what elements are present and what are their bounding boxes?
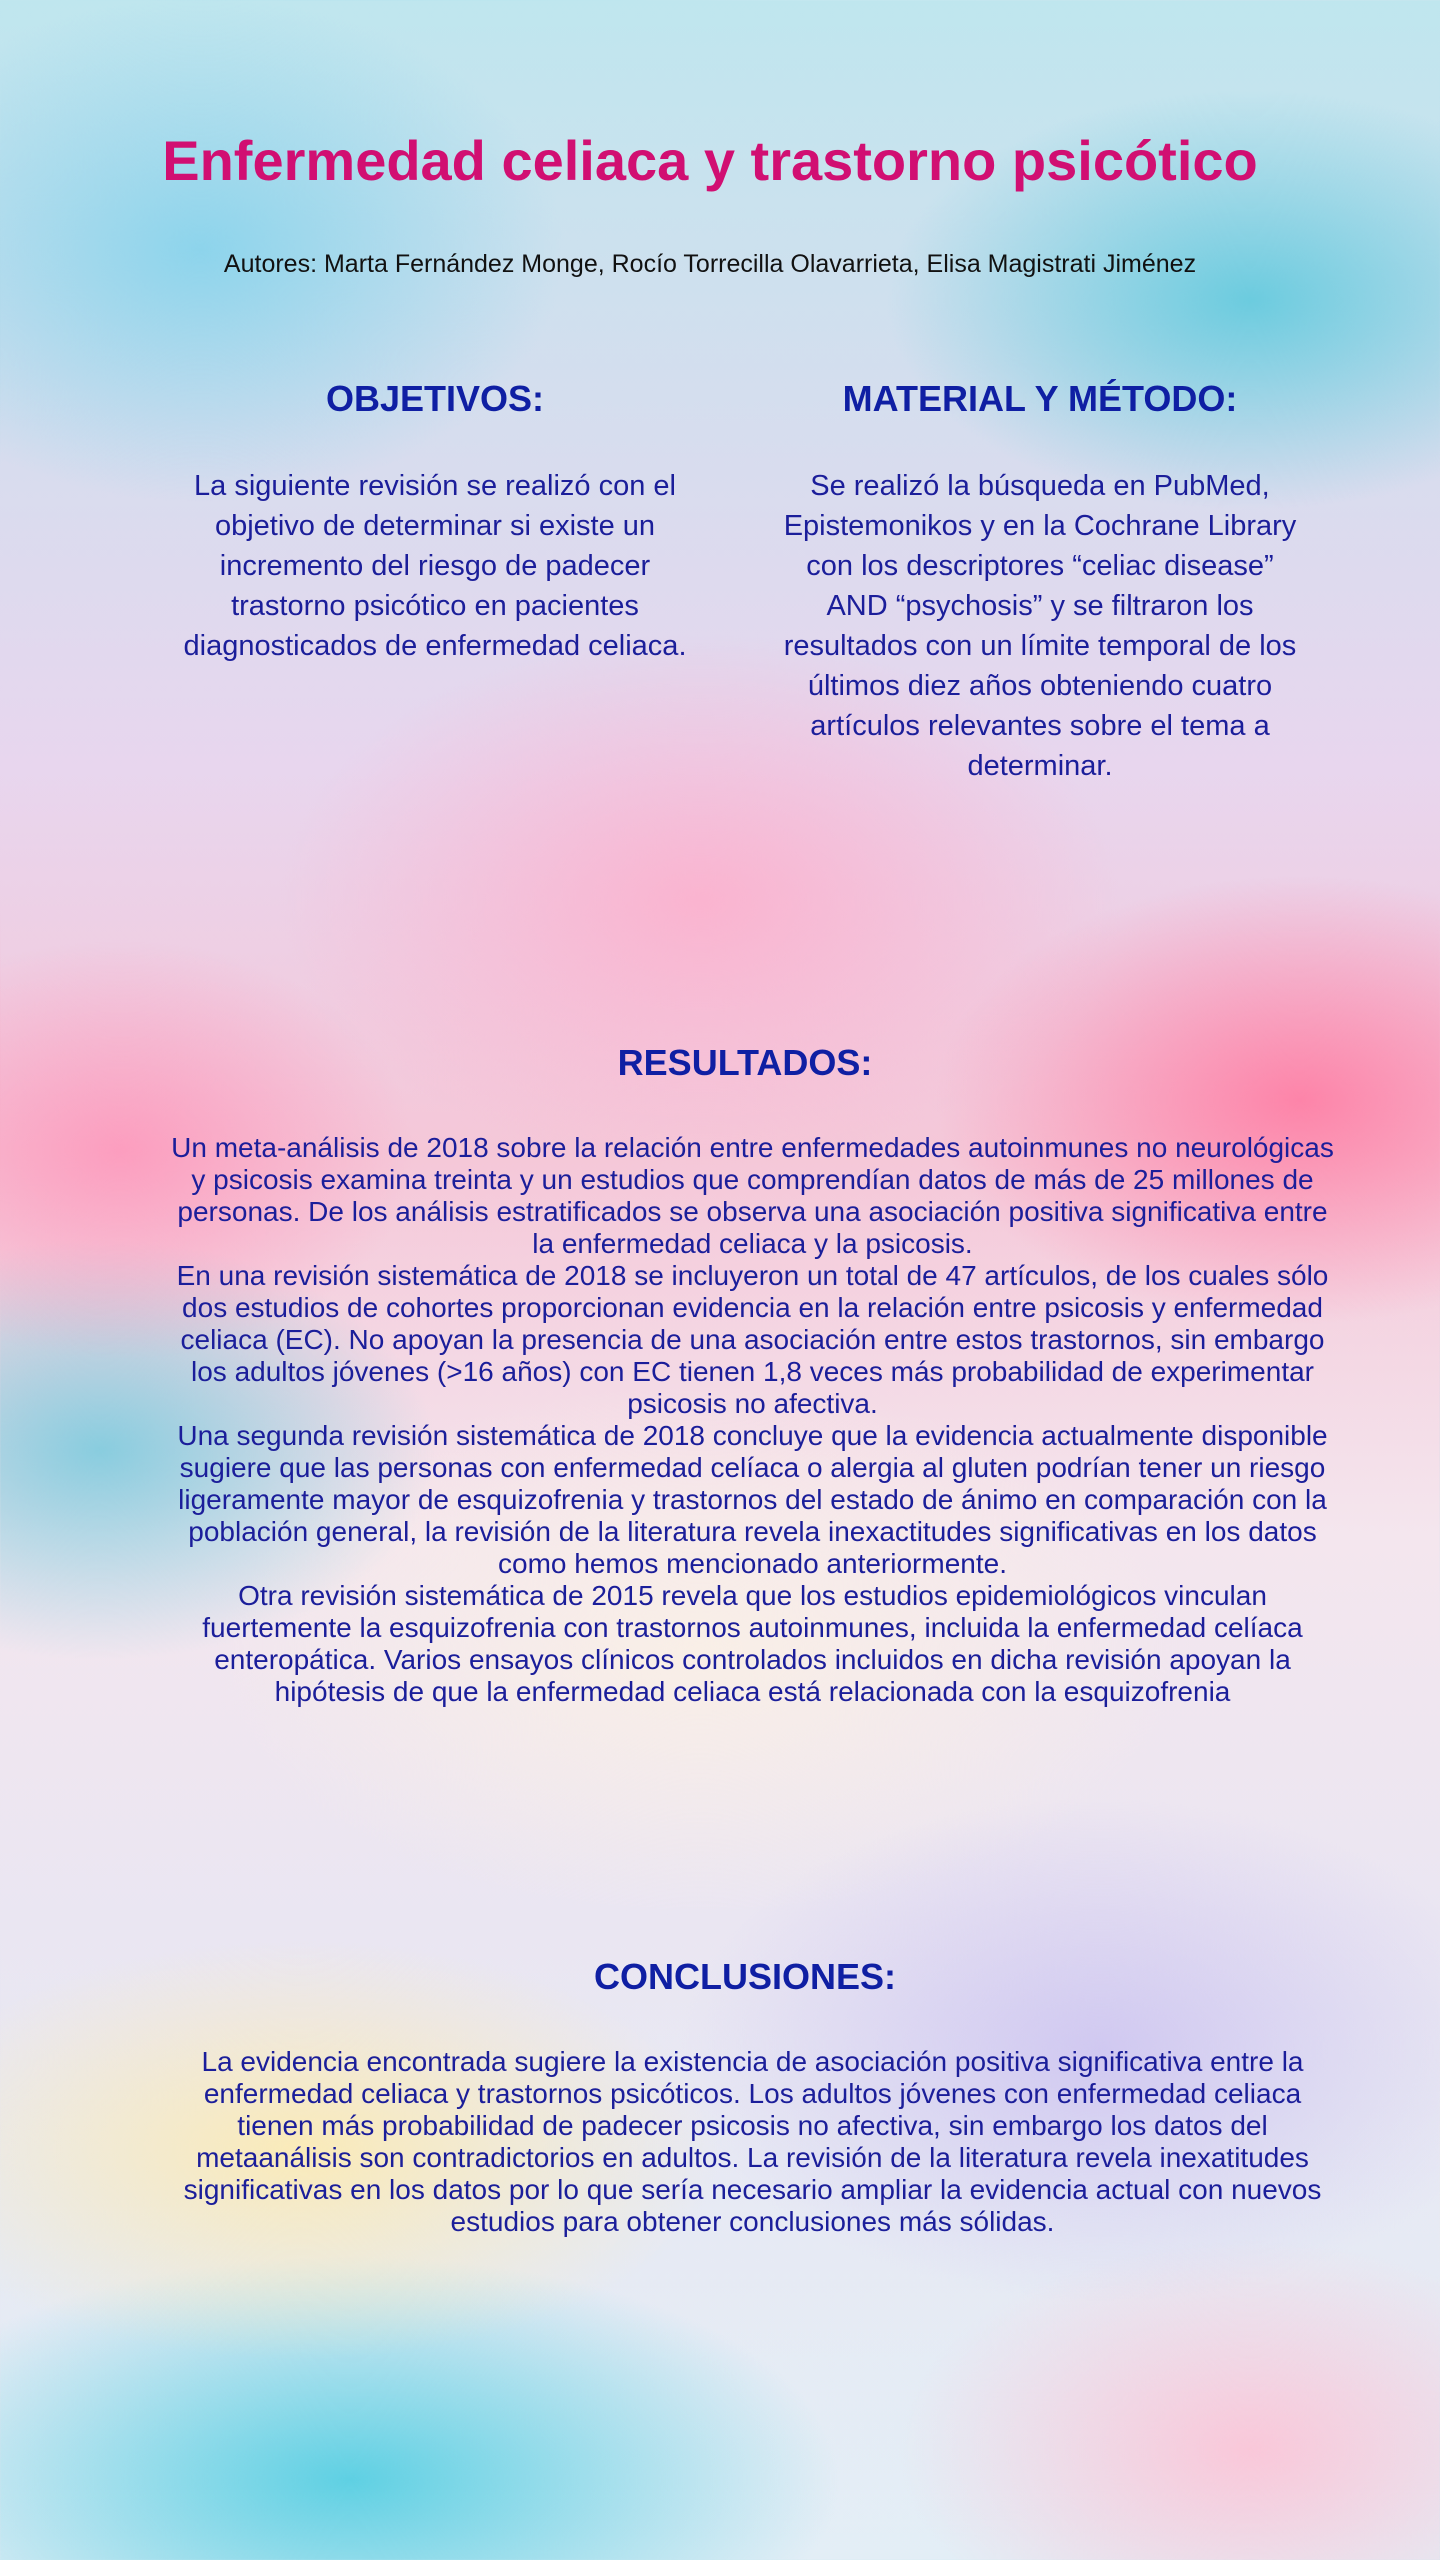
resultados-paragraph: Otra revisión sistemática de 2015 revela que los estudios epidemiológicos vinculan fuertemente la esquizofrenia con trastornos autoinmunes, incluida la enfermedad celíaca enteropática. Varios ensayos clínicos controlados incluidos en dicha revisión apoyan la hipótesis de que la enfermedad celiaca está relacionada con la esquizofrenia bbox=[202, 1580, 1303, 1707]
conclusiones-body bbox=[170, 2046, 1335, 2238]
material-metodo-heading: MATERIAL Y MÉTODO: bbox=[842, 378, 1238, 419]
resultados-paragraph: En una revisión sistemática de 2018 se incluyeron un total de 47 artículos, de los cuales sólo dos estudios de cohortes proporcionan evidencia en la relación entre psicosis y enfermedad celiaca (EC). No apoyan la presencia de una asociación entre estos trastornos, sin embargo los adultos jóvenes (>16 años) con EC tienen 1,8 veces más probabilidad de experimentar psicosis no afectiva. bbox=[176, 1260, 1329, 1419]
objetivos-heading: OBJETIVOS: bbox=[325, 378, 545, 419]
poster-title: Enfermedad celiaca y trastorno psicótico bbox=[162, 129, 1258, 192]
conclusiones-text: La evidencia encontrada sugiere la existencia de asociación positiva significativa entre la enfermedad celiaca y trastornos psicóticos. Los adultos jóvenes con enfermedad celiaca tienen más probabilidad de padecer psicosis no afectiva, sin embargo los datos del metaanálisis son contradictorios en adultos. La revisión de la literatura revela inexatitudes significativas en los datos por lo que sería necesario ampliar la evidencia actual con nuevos estudios para obtener conclusiones más sólidas. bbox=[183, 2046, 1322, 2237]
objetivos-text: La siguiente revisión se realizó con el objetivo de determinar si existe un incremento del riesgo de padecer trastorno psicótico en pacientes diagnosticados de enfermedad celiaca. bbox=[183, 470, 687, 662]
resultados-paragraph: Un meta-análisis de 2018 sobre la relación entre enfermedades autoinmunes no neurológicas y psicosis examina treinta y un estudios que comprendían datos de más de 25 millones de personas. De los análisis estratificados se observa una asociación positiva significativa entre la enfermedad celiaca y la psicosis. bbox=[171, 1132, 1334, 1259]
material-metodo-text: Se realizó la búsqueda en PubMed, Epistemonikos y en la Cochrane Library con los descriptores “celiac disease” AND “psychosis” y se filtraron los resultados con un límite temporal de los últimos diez años obteniendo cuatro artículos relevantes sobre el tema a determinar. bbox=[783, 470, 1297, 782]
authors-line: Autores: Marta Fernández Monge, Rocío Torrecilla Olavarrieta, Elisa Magistrati Jiménez bbox=[223, 250, 1197, 278]
resultados-body bbox=[170, 1132, 1335, 1708]
resultados-heading: RESULTADOS: bbox=[617, 1042, 873, 1083]
resultados-paragraph: Una segunda revisión sistemática de 2018 concluye que la evidencia actualmente disponible sugiere que las personas con enfermedad celíaca o alergia al gluten podrían tener un riesgo ligeramente mayor de esquizofrenia y trastornos del estado de ánimo en comparación con la población general, la revisión de la literatura revela inexactitudes significativas en los datos como hemos mencionado anteriormente. bbox=[177, 1420, 1328, 1579]
conclusiones-heading: CONCLUSIONES: bbox=[593, 1956, 896, 1997]
